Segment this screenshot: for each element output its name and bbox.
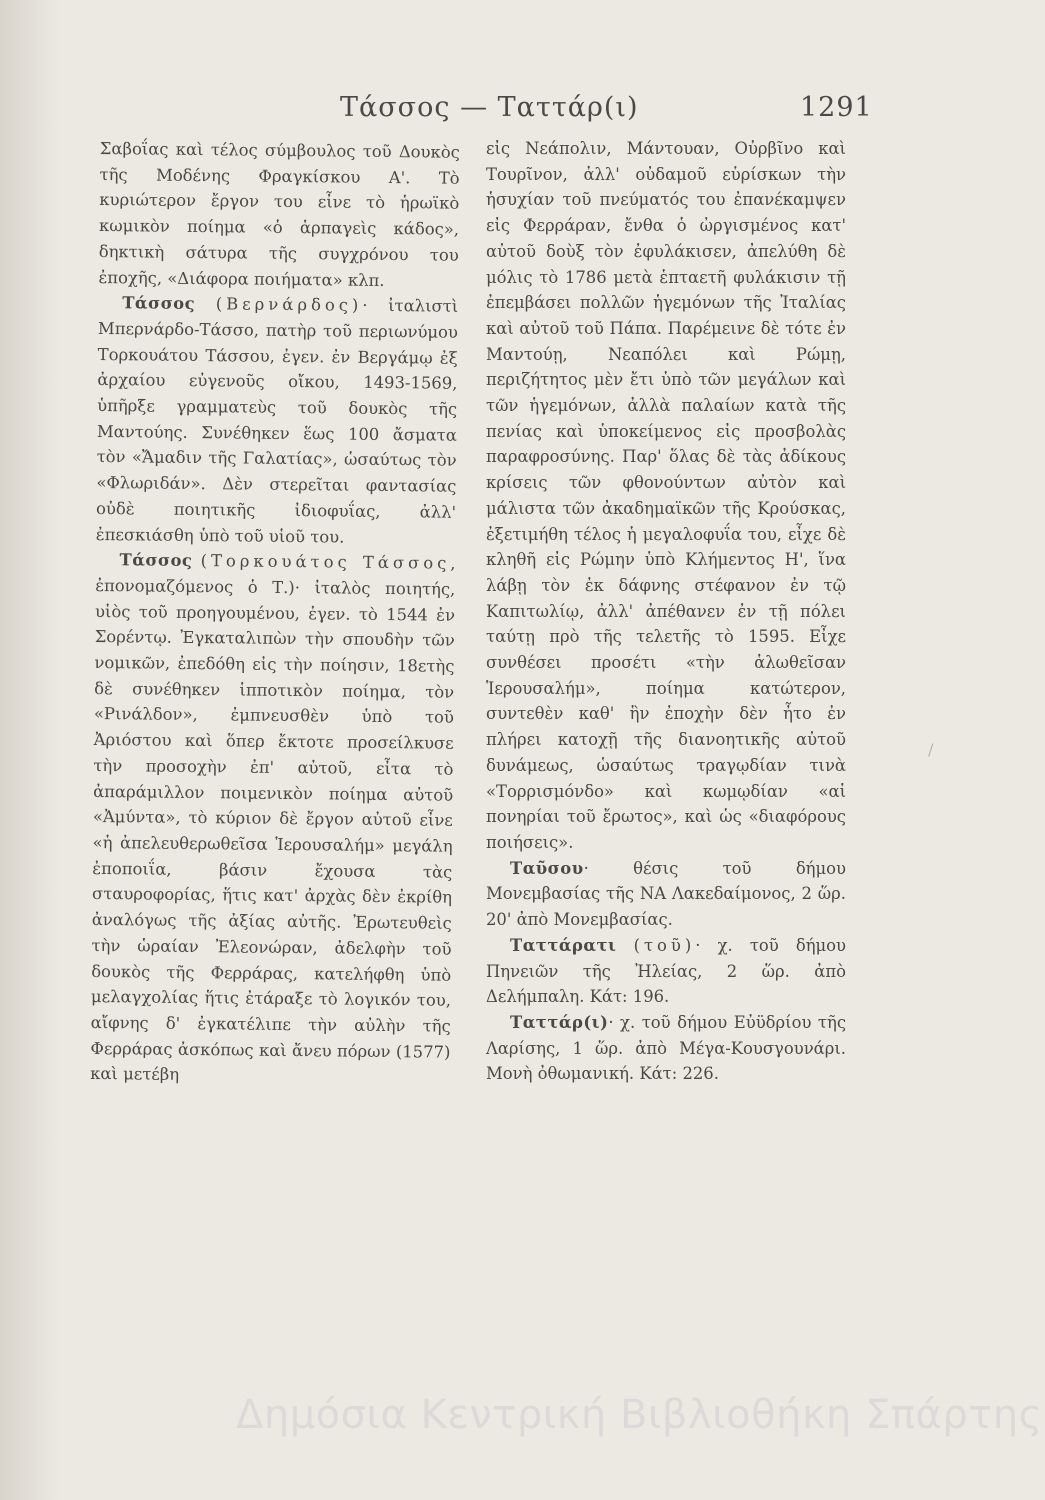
- page-number: 1291: [800, 92, 873, 123]
- entry-subhead: (Τορκουάτος Τάσσος: [200, 551, 451, 573]
- left-column: [90, 136, 460, 1091]
- entry-bernardo-tasso: [96, 290, 459, 551]
- entry-text: · θέσις τοῦ δήμου Μονεμβασίας τῆς ΝΑ Λακεδαίμονος, 2 ὥρ. 20' ἀπὸ Μονεμβασίας.: [486, 858, 846, 930]
- spine-shadow: [0, 0, 60, 1500]
- library-watermark: Δημόσια Κεντρική Βιβλιοθήκη Σπάρτης: [236, 1392, 1043, 1438]
- entry-headword: Ταῦσου: [510, 858, 584, 878]
- entry-tattarati: [486, 933, 846, 1010]
- entry-tausou: [486, 856, 846, 933]
- entry-text: · ἰταλιστὶ Μπερνάρδο-Τάσσο, πατὴρ τοῦ περιωνύμου Τορκουάτου Τάσσου, ἐγεν. ἐν Βεργάμῳ ἐξ ἀρχαίου εὐγενοῦς οἴκου, 1493-1569, ὑπῆρξε γραμματεὺς τοῦ δουκὸς τῆς Μαντούης. Συνέθηκεν ἕως 100 ἄσματα τὸν «Ἄμαδιν τῆς Γαλατίας», ὡσαύτως τὸν «Φλωριδάν». Δὲν στερεῖται φαντασίας οὐδὲ ποιητικῆς ἰδιοφυΐας, ἀλλ' ἐπεσκιάσθη ὑπὸ τοῦ υἱοῦ του.: [95, 295, 459, 547]
- entry-text: , ἐπονομαζόμενος ὁ Τ.)· ἰταλὸς ποιητής, υἱὸς τοῦ προηγουμένου, ἐγεν. τὸ 1544 ἐν Σορέντῳ. Ἐγκαταλιπὼν τὴν σπουδὴν τῶν νομικῶν, ἐπεδόθη εἰς τὴν ποίησιν, 18ετὴς δὲ συνέθηκεν ἱπποτικὸν ποίημα, τὸν «Ρινάλδον», ἐμπνευσθὲν ὑπὸ τοῦ Ἀριόστου καὶ ὅπερ ἔκτοτε προσείλκυσε τὴν προσοχὴν ἐπ' αὐτοῦ, εἶτα τὸ ἀπαράμιλλον ποιμενικὸν ποίημα αὐτοῦ «Ἀμύντα», τὸ κύριον δὲ ἔργον αὐτοῦ εἶνε «ἡ ἀπελευθερωθεῖσα Ἱερουσαλήμ» μεγάλη ἐποποιΐα, βάσιν ἔχουσα τὰς σταυροφορίας, ἥτις κατ' ἀρχὰς δὲν ἐκρίθη ἀναλόγως τῆς ἀξίας αὐτῆς. Ἐρωτευθεὶς τὴν ὡραίαν Ἐλεονώραν, ἀδελφὴν τοῦ δουκὸς τῆς Φερράρας, κατελήφθη ὑπὸ μελαγχολίας ἥτις ἐτάραξε τὸ λογικόν του, αἴφνης δ' ἐγκατέλιπε τὴν αὐλὴν τῆς Φερράρας ἀσκόπως καὶ ἄνευ πόρων (1577) καὶ μετέβη: [90, 553, 456, 1085]
- entry-text: · χ. τοῦ δήμου Εὐϋδρίου τῆς Λαρίσης, 1 ὥρ. ἀπὸ Μέγα-Κουσγουνάρι. Μονὴ ὀθωμανική. Κάτ: 226.: [486, 1012, 846, 1084]
- entry-continuation: [486, 136, 846, 856]
- entry-headword: Ταττάρατι: [510, 935, 617, 955]
- entry-tattari: [486, 1010, 846, 1087]
- margin-mark: /: [928, 740, 934, 759]
- entry-subhead: (Βερνάρδος): [215, 294, 363, 315]
- entry-text: Σαβοΐας καὶ τέλος σύμβουλος τοῦ Δουκὸς τῆς Μοδένης Φραγκίσκου Α'. Τὸ κυριώτερον ἔργον του εἶνε τὸ ἡρωϊκὸ κωμικὸν ποίημα «ὁ ἁρπαγεὶς κάδος», δηκτικὴ σάτυρα τῆς συγχρόνου του ἐποχῆς, «Διάφορα ποιήματα» κλπ.: [98, 138, 460, 290]
- entry-text: · χ. τοῦ δήμου Πηνειῶν τῆς Ἠλείας, 2 ὥρ. ἀπὸ Δελήμπαλη. Κάτ: 196.: [486, 935, 846, 1007]
- entry-text: εἰς Νεάπολιν, Μάντουαν, Οὐρβῖνο καὶ Τουρῖνον, ἀλλ' οὐδαμοῦ εὑρίσκων τὴν ἡσυχίαν τοῦ πνεύματός του ἐπανέκαμψεν εἰς Φερράραν, ἔνθα ὁ ὠργισμένος κατ' αὐτοῦ δοὺξ τὸν ἐφυλάκισεν, ἀπελύθη δὲ μόλις τὸ 1786 μετὰ ἑπταετῆ φυλάκισιν τῇ ἐπεμβάσει πολλῶν ἡγεμόνων τῆς Ἰταλίας καὶ αὐτοῦ τοῦ Πάπα. Παρέμεινε δὲ τότε ἐν Μαντούῃ, Νεαπόλει καὶ Ρώμῃ, περιζήτητος μὲν ἔτι ὑπὸ τῶν μεγάλων καὶ τῶν ἡγεμόνων, ἀλλὰ παλαίων κατὰ τῆς πενίας καὶ ὑποκείμενος εἰς προσβολὰς παραφροσύνης. Παρ' ὅλας δὲ τὰς ἀδίκους κρίσεις τῶν φθονούντων αὐτὸν καὶ μάλιστα τῶν ἀκαδημαϊκῶν τῆς Κρούσκας, ἐξετιμήθη τέλος ἡ μεγαλοφυΐα του, εἶχε δὲ κληθῆ εἰς Ρώμην ὑπὸ Κλήμεντος Η', ἵνα λάβῃ τὸν ἐκ δάφνης στέφανον ἐν τῷ Καπιτωλίῳ, ἀλλ' ἀπέθανεν ἐν τῇ πόλει ταύτῃ πρὸ τῆς τελετῆς τὸ 1595. Εἶχε συνθέσει προσέτι «τὴν ἁλωθεῖσαν Ἱερουσαλήμ», ποίημα κατώτερον, συντεθὲν καθ' ἣν ἐποχὴν δὲν ἦτο ἐν πλήρει κατοχῇ τῆς διανοητικῆς αὐτοῦ δυνάμεως, ὡσαύτως τραγῳδίαν τινὰ «Τορρισμόνδο» καὶ κωμῳδίαν «αἱ πονηρίαι τοῦ ἔρωτος», καὶ ὡς «διαφόρους ποιήσεις».: [486, 139, 846, 852]
- entry-subhead: (τοῦ): [633, 935, 696, 955]
- entry-headword: Τάσσος: [119, 550, 193, 571]
- entry-torquato-tasso: [90, 547, 456, 1091]
- entry-continuation: [98, 136, 460, 294]
- entry-headword: Τάσσος: [122, 293, 196, 314]
- right-column: [486, 136, 846, 1087]
- running-head: Τάσσος — Ταττάρ(ι): [340, 92, 639, 123]
- entry-headword: Ταττάρ(ι): [510, 1012, 609, 1032]
